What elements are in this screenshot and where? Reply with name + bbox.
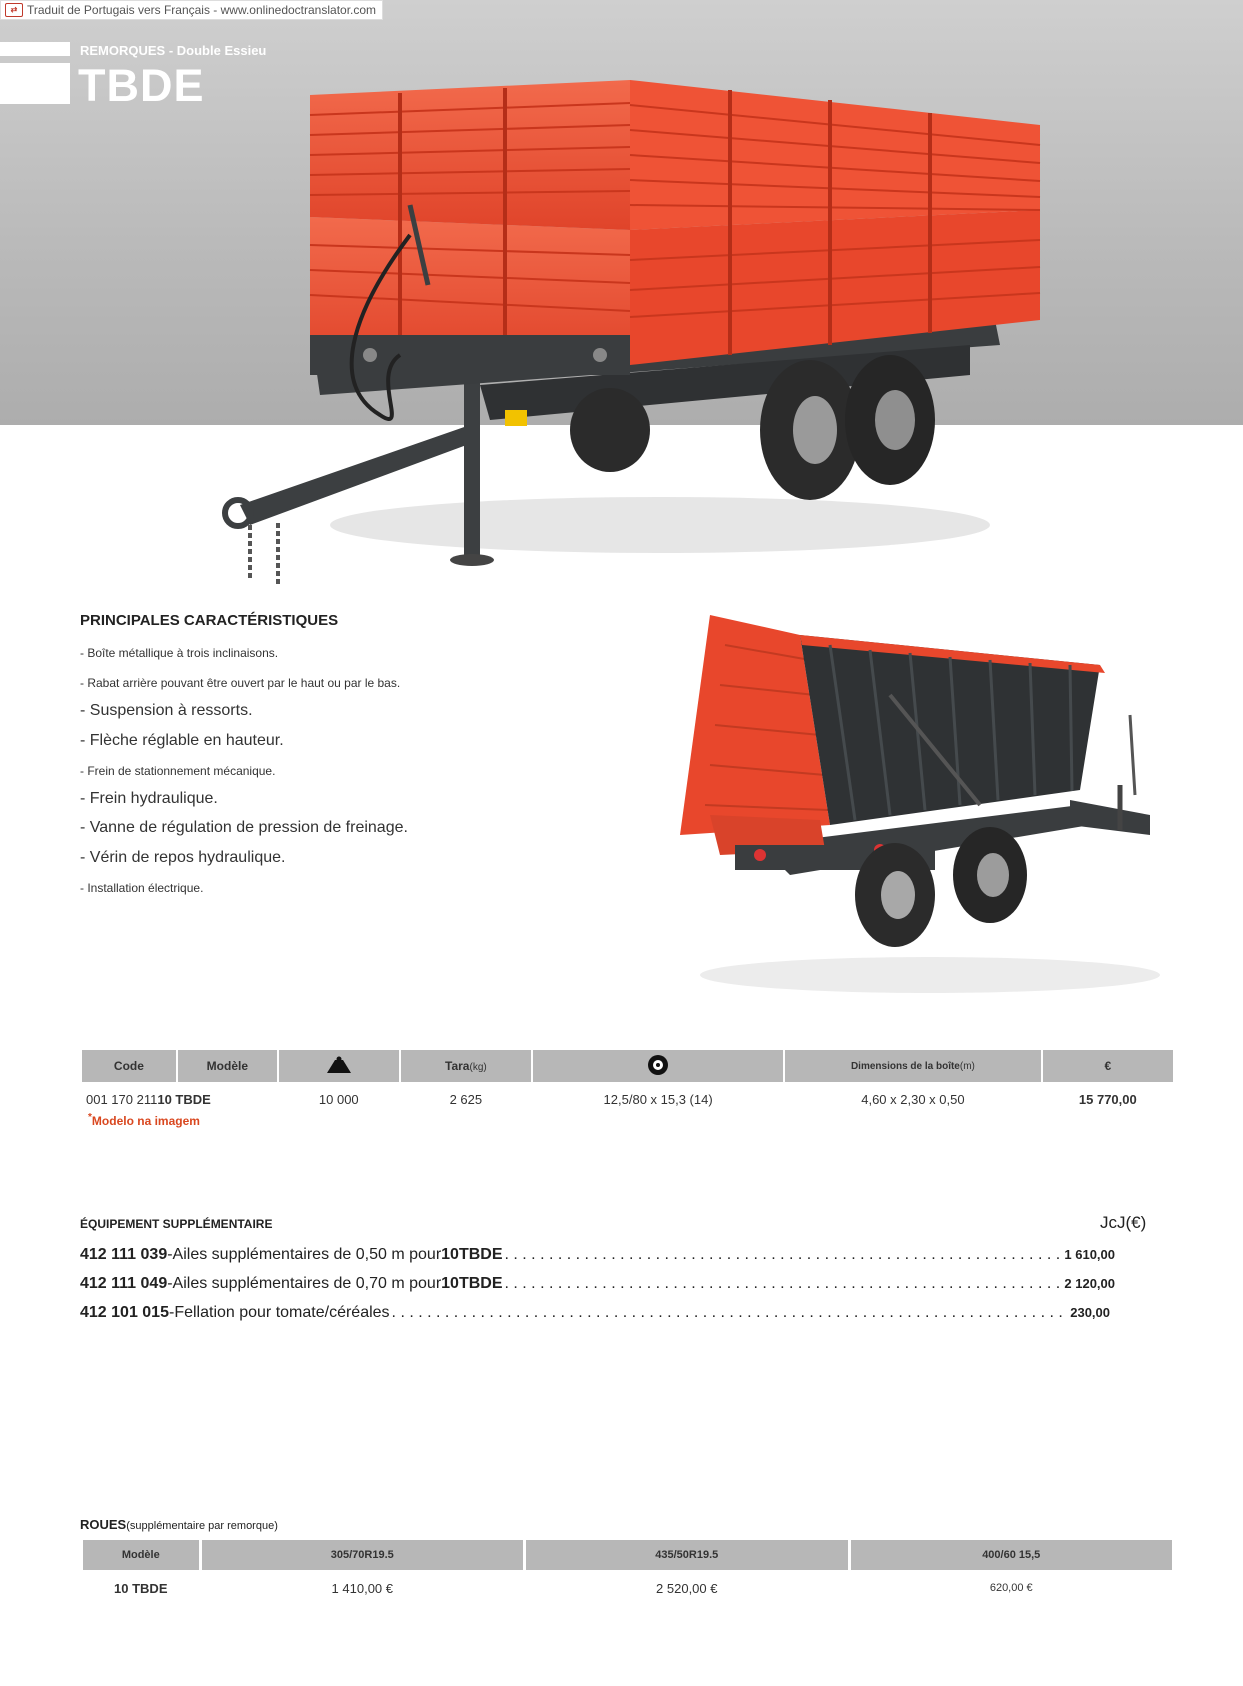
trailer-photo-tipped: [680, 605, 1180, 1005]
cell-wheel-model: 10 TBDE: [114, 1580, 168, 1596]
cell-tara: 2 625: [449, 1091, 483, 1107]
cell-price: 1 410,00 €: [331, 1580, 393, 1596]
col-tyre-2: 435/50R19.5: [526, 1540, 847, 1570]
equipment-title: ÉQUIPEMENT SUPPLÉMENTAIRE: [80, 1217, 273, 1231]
wheels-table: [80, 1540, 1175, 1606]
col-capacity: [279, 1050, 399, 1082]
col-tyres: [533, 1050, 783, 1082]
dimensions-label: Dimensions de la boîte: [850, 1060, 960, 1072]
equipment-price: 2 120,00: [1064, 1276, 1115, 1291]
tara-label: Tara: [445, 1059, 470, 1073]
translate-icon: ⇄: [5, 3, 23, 17]
wheels-title-main: ROUES: [80, 1517, 127, 1532]
cell-price: 2 520,00 €: [656, 1580, 718, 1596]
leader-dots: [505, 1275, 1063, 1293]
col-wheel-model: Modèle: [83, 1540, 199, 1570]
col-code: Code: [82, 1050, 176, 1082]
wheel-icon: [647, 1054, 669, 1076]
table-row: [83, 1570, 1172, 1606]
note-text: Modelo na imagem: [91, 1114, 200, 1128]
cell-dimensions: 4,60 x 2,30 x 0,50: [861, 1091, 965, 1107]
equipment-currency: JcJ(€): [1100, 1213, 1147, 1232]
equipment-model: 10TBDE: [441, 1246, 503, 1263]
equipment-price: 230,00: [1070, 1305, 1110, 1320]
equipment-desc: -Fellation pour tomate/céréales: [168, 1304, 390, 1321]
equipment-desc: -Ailes supplémentaires de 0,70 m pour: [167, 1275, 442, 1292]
equipment-code: 412 101 015: [80, 1304, 169, 1321]
feature-item: - Vérin de repos hydraulique.: [80, 849, 286, 866]
col-price: €: [1043, 1050, 1173, 1082]
cell-code: 001 170 211: [86, 1091, 158, 1107]
header-band-bottom: [0, 63, 70, 104]
col-dimensions: [785, 1050, 1040, 1082]
cell-price: 15 770,00: [1078, 1091, 1137, 1107]
feature-item: - Boîte métallique à trois inclinaisons.: [80, 646, 279, 660]
leader-dots: [392, 1304, 1069, 1322]
feature-item: - Frein hydraulique.: [80, 790, 218, 807]
trailer-photo-main: [210, 55, 1055, 585]
equipment-item: [80, 1275, 1115, 1293]
feature-item: - Installation électrique.: [80, 881, 204, 895]
equipment-item: [80, 1246, 1115, 1264]
wheels-subtitle: (supplémentaire par remorque): [126, 1520, 278, 1532]
product-category: REMORQUES - Double Essieu: [80, 43, 267, 58]
dimensions-unit: (m): [959, 1060, 975, 1072]
product-model-title: TBDE: [78, 60, 205, 111]
feature-item: - Vanne de régulation de pression de freinage.: [80, 819, 408, 836]
cell-capacity: 10 000: [318, 1091, 359, 1107]
col-tyre-1: 305/70R19.5: [202, 1540, 523, 1570]
equipment-model: 10TBDE: [441, 1275, 503, 1292]
equipment-code: 412 111 049: [80, 1275, 168, 1292]
translator-banner[interactable]: [0, 0, 383, 20]
equipment-item: [80, 1304, 1110, 1322]
equipment-code: 412 111 039: [80, 1246, 168, 1263]
weight-icon: [326, 1056, 352, 1074]
wheels-title: [80, 1517, 278, 1532]
feature-item: - Frein de stationnement mécanique.: [80, 764, 276, 778]
cell-tyres: 12,5/80 x 15,3 (14): [603, 1091, 713, 1107]
header-band-top: [0, 42, 70, 56]
table-row: [82, 1082, 1173, 1116]
cell-price: 620,00 €: [989, 1582, 1033, 1594]
col-model: Modèle: [178, 1050, 277, 1082]
cell-code-model: [82, 1082, 277, 1116]
cell-model: 10 TBDE: [157, 1091, 211, 1107]
equipment-desc: -Ailes supplémentaires de 0,50 m pour: [167, 1246, 442, 1263]
leader-dots: [505, 1246, 1063, 1264]
feature-item: - Rabat arrière pouvant être ouvert par le haut ou par le bas.: [80, 676, 401, 690]
tara-unit: (kg): [469, 1062, 487, 1073]
col-tyre-3: 400/60 15,5: [851, 1540, 1173, 1570]
features-title: PRINCIPALES CARACTÉRISTIQUES: [80, 612, 339, 629]
spec-table: [80, 1050, 1175, 1116]
col-tara: [401, 1050, 531, 1082]
equipment-price: 1 610,00: [1064, 1247, 1115, 1262]
feature-item: - Flèche réglable en hauteur.: [80, 732, 284, 749]
image-model-note: *Modelo na imagem: [88, 1112, 200, 1128]
translator-text: Traduit de Portugais vers Français - www.onlinedoctranslator.com: [27, 3, 377, 17]
feature-item: - Suspension à ressorts.: [80, 702, 253, 719]
